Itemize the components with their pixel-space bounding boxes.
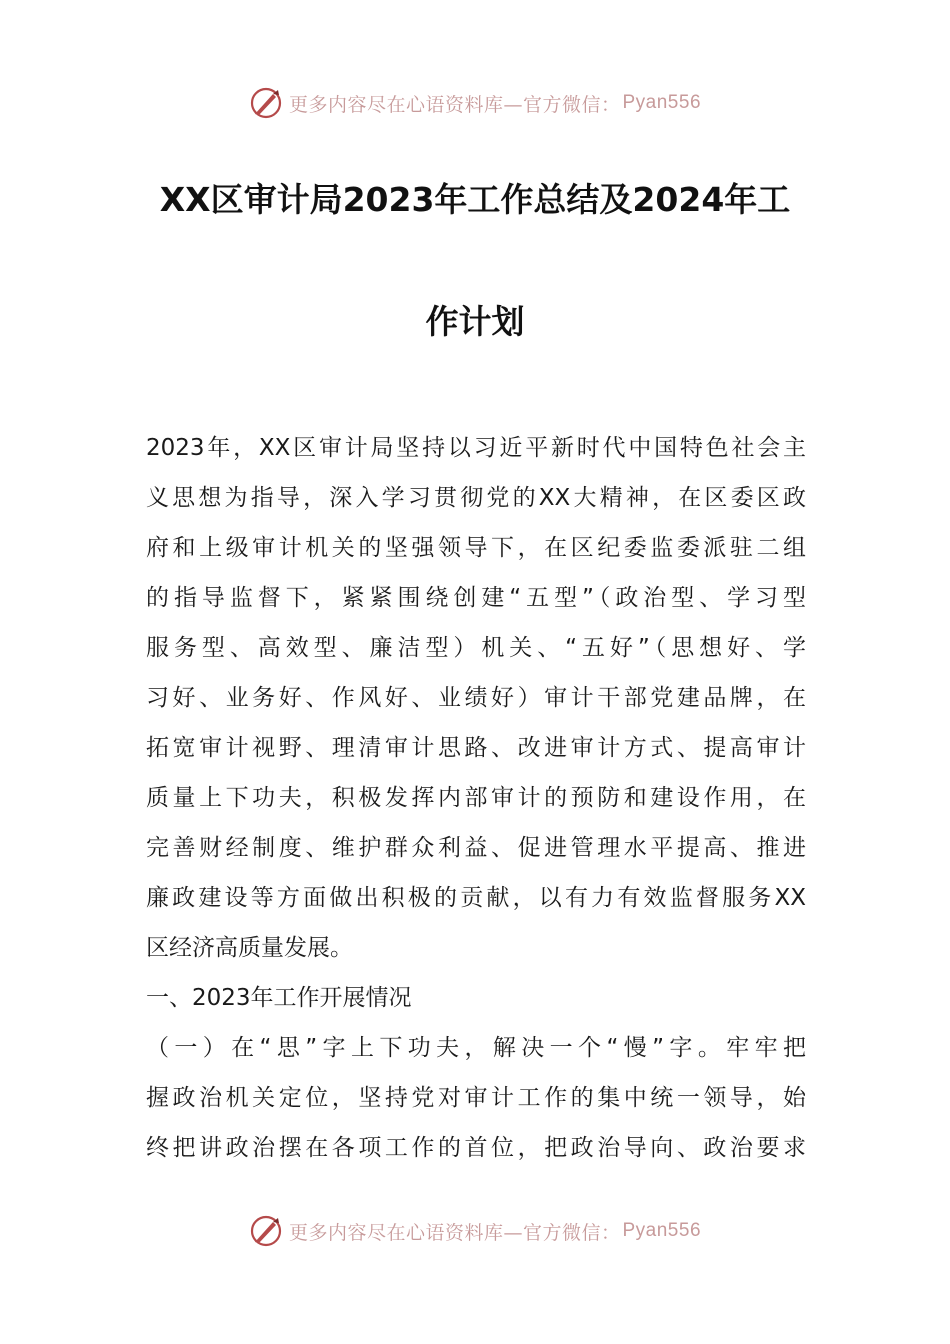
body-line: 2023年，XX区审计局坚持以习近平新时代中国特色社会主 bbox=[146, 435, 806, 461]
section-heading: 一、2023年工作开展情况 bbox=[146, 985, 412, 1011]
body-line: 义思想为指导，深入学习贯彻党的XX大精神，在区委区政 bbox=[146, 485, 806, 511]
body-line: 廉政建设等方面做出积极的贡献，以有力有效监督服务XX bbox=[146, 885, 806, 911]
watermark-wechat-id: Pyan556 bbox=[622, 1220, 702, 1241]
body-line: 服务型、高效型、廉洁型）机关、“五好”（思想好、学 bbox=[146, 635, 806, 661]
body-line: 府和上级审计机关的坚强领导下，在区纪委监委派驻二组 bbox=[146, 535, 806, 561]
body-line: 终把讲政治摆在各项工作的首位，把政治导向、政治要求 bbox=[146, 1135, 806, 1161]
watermark-wechat-id: Pyan556 bbox=[622, 92, 702, 113]
body-line: 习好、业务好、作风好、业绩好）审计干部党建品牌，在 bbox=[146, 685, 806, 711]
document-title-line-1: XX区审计局2023年工作总结及2024年工 bbox=[159, 180, 791, 219]
quill-logo-icon bbox=[249, 86, 283, 120]
body-line: 完善财经制度、维护群众利益、促进管理水平提高、推进 bbox=[146, 835, 806, 861]
body-line: 握政治机关定位，坚持党对审计工作的集中统一领导，始 bbox=[146, 1085, 806, 1111]
document-title-line-2: 作计划 bbox=[425, 302, 525, 341]
footer-watermark bbox=[0, 1211, 950, 1251]
watermark-text: 更多内容尽在心语资料库—官方微信： bbox=[288, 1221, 621, 1244]
body-line: 的指导监督下，紧紧围绕创建“五型”（政治型、学习型 bbox=[146, 585, 806, 611]
header-watermark bbox=[0, 83, 950, 123]
quill-logo-icon bbox=[249, 1214, 283, 1248]
body-line: （一）在“思”字上下功夫，解决一个“慢”字。牢牢把 bbox=[146, 1035, 806, 1061]
body-line: 质量上下功夫，积极发挥内部审计的预防和建设作用，在 bbox=[146, 785, 806, 811]
watermark-text: 更多内容尽在心语资料库—官方微信： bbox=[288, 93, 621, 116]
body-line: 区经济高质量发展。 bbox=[146, 935, 353, 961]
body-line: 拓宽审计视野、理清审计思路、改进审计方式、提高审计 bbox=[146, 735, 806, 761]
